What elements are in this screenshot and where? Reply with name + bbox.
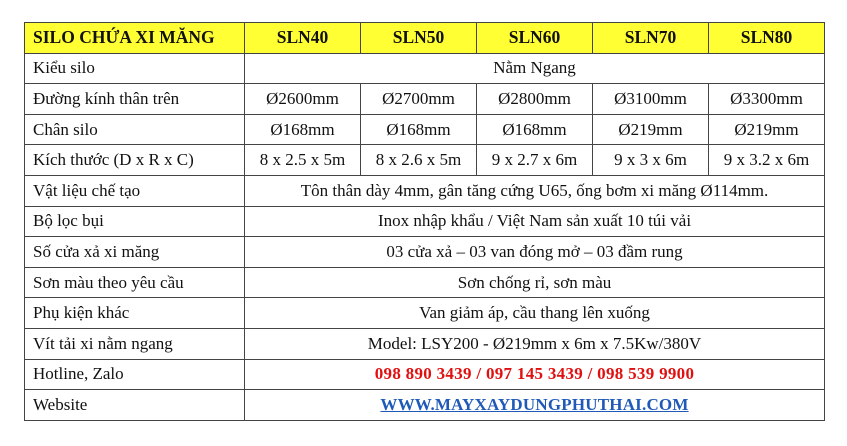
- header-model-sln50: SLN50: [361, 23, 477, 54]
- table-row: [25, 359, 825, 390]
- row-label: Kiểu silo: [25, 53, 245, 84]
- row-label: Hotline, Zalo: [25, 359, 245, 390]
- header-model-sln40: SLN40: [245, 23, 361, 54]
- table-row: [25, 237, 825, 268]
- cell-value: Ø2600mm: [245, 84, 361, 115]
- row-label: Vật liệu chế tạo: [25, 175, 245, 206]
- cell-value: 8 x 2.5 x 5m: [245, 145, 361, 176]
- website-link[interactable]: WWW.MAYXAYDUNGPHUTHAI.COM: [380, 394, 689, 414]
- row-value: Nằm Ngang: [245, 53, 825, 84]
- row-label: Phụ kiện khác: [25, 298, 245, 329]
- table-row: [25, 390, 825, 421]
- cell-value: Ø168mm: [477, 114, 593, 145]
- table-row: [25, 114, 825, 145]
- row-label: Số cửa xả xi măng: [25, 237, 245, 268]
- row-label: Sơn màu theo yêu cầu: [25, 267, 245, 298]
- row-label: Vít tải xi nằm ngang: [25, 328, 245, 359]
- row-value: Sơn chống rỉ, sơn màu: [245, 267, 825, 298]
- table-row: [25, 145, 825, 176]
- cell-value: Ø3300mm: [709, 84, 825, 115]
- table-row: [25, 53, 825, 84]
- cell-value: Ø3100mm: [593, 84, 709, 115]
- cell-value: Ø2800mm: [477, 84, 593, 115]
- table-row: [25, 328, 825, 359]
- table-row: [25, 206, 825, 237]
- table-row: [25, 298, 825, 329]
- cell-value: 8 x 2.6 x 5m: [361, 145, 477, 176]
- cell-value: Ø219mm: [709, 114, 825, 145]
- row-value: Tôn thân dày 4mm, gân tăng cứng U65, ống bơm xi măng Ø114mm.: [245, 175, 825, 206]
- header-model-sln80: SLN80: [709, 23, 825, 54]
- header-model-sln60: SLN60: [477, 23, 593, 54]
- cell-value: Ø2700mm: [361, 84, 477, 115]
- header-row: [25, 23, 825, 54]
- table-row: [25, 175, 825, 206]
- row-label: Chân silo: [25, 114, 245, 145]
- hotline-numbers: 098 890 3439 / 097 145 3439 / 098 539 9900: [245, 359, 825, 390]
- cell-value: Ø168mm: [245, 114, 361, 145]
- row-label: Website: [25, 390, 245, 421]
- cell-value: 9 x 3.2 x 6m: [709, 145, 825, 176]
- row-value: Inox nhập khẩu / Việt Nam sản xuất 10 túi vải: [245, 206, 825, 237]
- row-label: Đường kính thân trên: [25, 84, 245, 115]
- cell-value: 9 x 3 x 6m: [593, 145, 709, 176]
- row-value: 03 cửa xả – 03 van đóng mở – 03 đầm rung: [245, 237, 825, 268]
- spec-table: [24, 22, 825, 421]
- header-title: SILO CHỨA XI MĂNG: [25, 23, 245, 54]
- table-row: [25, 267, 825, 298]
- row-label: Kích thước (D x R x C): [25, 145, 245, 176]
- row-value: Van giảm áp, cầu thang lên xuống: [245, 298, 825, 329]
- cell-value: Ø168mm: [361, 114, 477, 145]
- table-row: [25, 84, 825, 115]
- website-cell: [245, 390, 825, 421]
- cell-value: 9 x 2.7 x 6m: [477, 145, 593, 176]
- row-label: Bộ lọc bụi: [25, 206, 245, 237]
- row-value: Model: LSY200 - Ø219mm x 6m x 7.5Kw/380V: [245, 328, 825, 359]
- cell-value: Ø219mm: [593, 114, 709, 145]
- header-model-sln70: SLN70: [593, 23, 709, 54]
